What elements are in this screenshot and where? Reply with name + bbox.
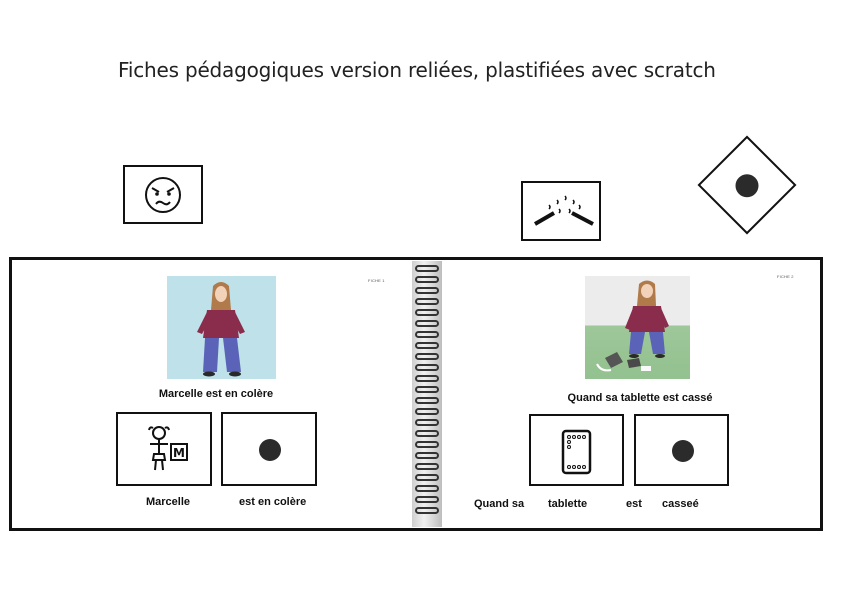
girl-name-tag-icon (118, 414, 210, 484)
scratch-dot-icon (731, 169, 764, 202)
fiche-label-right: FICHE 2 (777, 274, 794, 279)
scratch-dot-icon (672, 440, 694, 462)
girl-illustration-icon (167, 276, 276, 379)
illustration-broken-tablet (585, 276, 690, 379)
caption-right: Quand sa tablette est cassé (567, 392, 713, 404)
word-tablette: tablette (548, 498, 588, 510)
angry-face-icon (125, 167, 201, 222)
binder-spine (412, 261, 442, 527)
name-tag-letter: M (173, 446, 185, 460)
scratch-dot-icon (259, 439, 281, 461)
word-cassee: casseé (662, 498, 699, 510)
illustration-angry-girl (167, 276, 276, 379)
girl-broken-tablet-icon (585, 276, 690, 379)
fiche-label-left: FICHE 1 (368, 278, 385, 283)
broken-item-card[interactable] (521, 181, 601, 241)
page-title: Fiches pédagogiques version reliées, plastifiées avec scratch (118, 58, 716, 82)
broken-pieces-icon (523, 183, 599, 239)
pictogram-card-girl[interactable] (116, 412, 212, 486)
tablet-icon (531, 416, 622, 484)
word-quand-sa: Quand sa (474, 498, 525, 510)
word-marcelle: Marcelle (146, 496, 191, 508)
pictogram-card-tablet[interactable] (529, 414, 624, 486)
word-est-en-colere: est en colère (239, 496, 307, 508)
caption-left: Marcelle est en colère (158, 388, 274, 400)
scratch-dot-card[interactable] (698, 136, 797, 235)
angry-face-card[interactable] (123, 165, 203, 224)
scratch-card-right[interactable] (634, 414, 729, 486)
scratch-card-left[interactable] (221, 412, 317, 486)
word-est: est (626, 498, 642, 510)
